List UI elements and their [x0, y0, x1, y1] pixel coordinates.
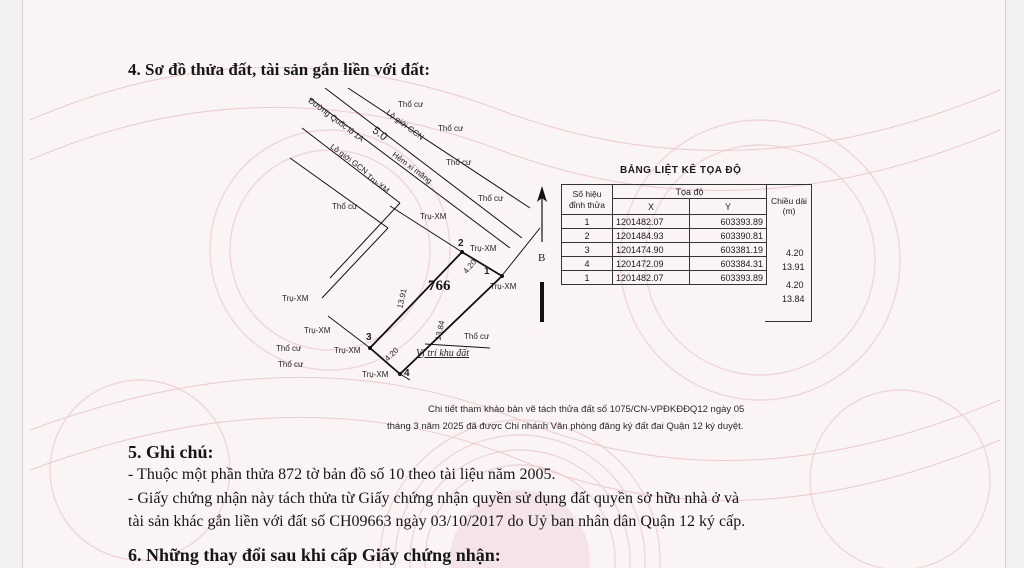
length-right: 13.84	[433, 319, 447, 342]
corner-2: 2	[458, 238, 464, 249]
table-cell: 1201482.07	[613, 215, 690, 229]
coord-table-title: BẢNG LIỆT KÊ TỌA ĐỘ	[620, 165, 742, 176]
table-cell: 1201472.09	[613, 257, 690, 271]
tru-xm-label: Trụ-XM	[490, 282, 517, 291]
table-cell: 3	[562, 243, 613, 257]
tho-cu-label: Thổ cư	[398, 100, 424, 109]
col-coord-header: Tọa độ	[613, 185, 767, 199]
tru-xm-label: Trụ-XM	[334, 346, 361, 355]
length-value: 13.91	[782, 262, 805, 272]
road-name-label: Đường Quốc lộ 1A	[306, 96, 366, 144]
road-width-label: 5.0	[369, 124, 390, 144]
col-x-header: X	[613, 199, 690, 215]
note-line-3: tài sản khác gắn liền với đất số CH09663 ngày 03/10/2017 do Uỷ ban nhân dân Quận 12 ký cấp.	[128, 513, 746, 530]
table-cell: 1201482.07	[613, 271, 690, 285]
tru-xm-label: Trụ-XM	[364, 172, 392, 196]
col-len-header: Chiều dài (m)	[771, 196, 807, 216]
tho-cu-label: Thổ cư	[438, 124, 464, 133]
location-label: Vị trí khu đất	[416, 348, 470, 359]
neighbor-line-1	[330, 203, 400, 278]
table-cell: 4	[562, 257, 613, 271]
length-value: 4.20	[786, 248, 804, 258]
north-label: B	[538, 252, 546, 264]
tho-cu-label: Thổ cư	[332, 202, 358, 211]
length-value: 4.20	[786, 280, 804, 290]
tho-cu-label: Thổ cư	[278, 360, 304, 369]
section-6-title: 6. Những thay đổi sau khi cấp Giấy chứng nhận:	[128, 545, 501, 565]
table-cell: 1201484.93	[613, 229, 690, 243]
table-cell: 2	[562, 229, 613, 243]
road-line-5	[348, 88, 530, 208]
lo-gioi-label-2: Lộ giới GCN	[328, 142, 370, 176]
table-cell: 1201474.90	[613, 243, 690, 257]
tho-cu-label: Thổ cư	[464, 332, 490, 341]
coord-table	[561, 184, 767, 285]
tho-cu-label: Thổ cư	[446, 158, 472, 167]
table-cell: 603381.19	[690, 243, 767, 257]
tru-xm-label: Trụ-XM	[362, 370, 389, 379]
table-cell: 1	[562, 271, 613, 285]
table-cell: 603390.81	[690, 229, 767, 243]
map-note-line-1: Chi tiết tham khảo bản vẽ tách thửa đất số 1075/CN-VPĐKĐĐQ12 ngày 05	[428, 404, 745, 415]
hem-label: Hẻm xi măng	[390, 150, 434, 186]
corner-1: 1	[484, 266, 490, 277]
table-cell: 603393.89	[690, 271, 767, 285]
tru-xm-label: Trụ-XM	[282, 294, 309, 303]
length-left: 13.91	[395, 287, 409, 310]
tru-xm-label: Trụ-XM	[470, 244, 497, 253]
tru-xm-label: Trụ-XM	[304, 326, 331, 335]
lo-gioi-label-1: Lộ giới GCN	[384, 108, 426, 142]
length-bottom: 4.20	[383, 345, 401, 364]
table-cell: 603393.89	[690, 215, 767, 229]
map-note-line-2: tháng 3 năm 2025 đã được Chi nhánh Văn phòng đăng ký đất đai Quận 12 ký duyệt.	[387, 421, 744, 432]
corner-4: 4	[404, 368, 410, 379]
parcel-number: 766	[428, 278, 451, 294]
section-4-title: 4. Sơ đồ thửa đất, tài sản gắn liền với đất:	[128, 60, 431, 79]
tru-xm-label: Trụ-XM	[420, 212, 447, 221]
note-line-1: - Thuộc một phần thửa 872 tờ bản đồ số 10 theo tài liệu năm 2005.	[128, 466, 556, 483]
length-value: 13.84	[782, 294, 805, 304]
road-line-4	[290, 158, 388, 228]
tho-cu-label: Thổ cư	[478, 194, 504, 203]
col-y-header: Y	[690, 199, 767, 215]
table-cell: 603384.31	[690, 257, 767, 271]
col-point-header: Số hiệu đỉnh thửa	[562, 185, 613, 215]
note-line-2: - Giấy chứng nhận này tách thửa từ Giấy chứng nhận quyền sử dụng đất quyền sở hữu nhà ở và	[128, 490, 740, 507]
corner-3: 3	[366, 332, 372, 343]
table-cell: 1	[562, 215, 613, 229]
section-5-title: 5. Ghi chú:	[128, 442, 214, 462]
tho-cu-label: Thổ cư	[276, 344, 302, 353]
length-top: 4.20	[461, 257, 479, 276]
